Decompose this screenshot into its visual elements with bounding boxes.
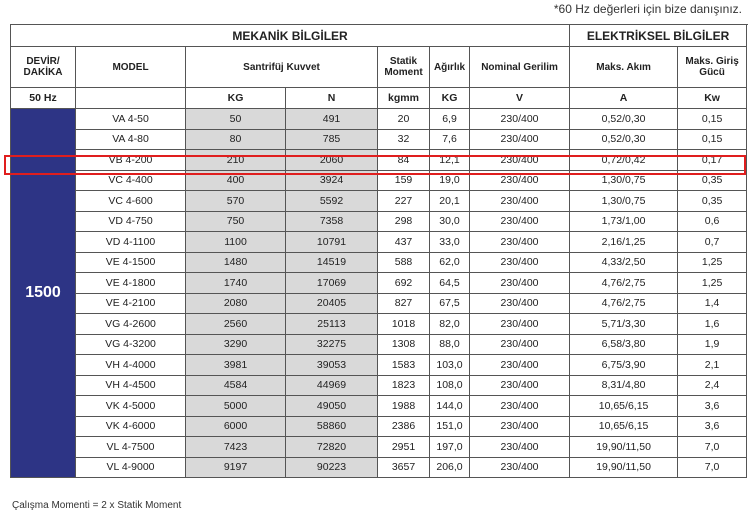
- force-kg-cell: 2560: [186, 314, 286, 335]
- voltage-header: Nominal Gerilim: [470, 47, 570, 88]
- unit-kg: KG: [186, 88, 286, 109]
- static-moment-cell: 227: [378, 191, 430, 212]
- weight-cell: 151,0: [430, 416, 470, 437]
- table-row: [11, 437, 747, 458]
- max-power-cell: 1,25: [678, 252, 747, 273]
- table-row: [11, 396, 747, 417]
- static-moment-cell: 1018: [378, 314, 430, 335]
- static-moment-cell: 692: [378, 273, 430, 294]
- table-row: [11, 211, 747, 232]
- table-row: [11, 109, 747, 130]
- force-kg-cell: 4584: [186, 375, 286, 396]
- voltage-cell: 230/400: [470, 293, 570, 314]
- table-row: [11, 416, 747, 437]
- table-row: [11, 375, 747, 396]
- model-header: MODEL: [76, 47, 186, 88]
- static-moment-cell: 1308: [378, 334, 430, 355]
- force-n-cell: 58860: [286, 416, 378, 437]
- max-power-cell: 0,6: [678, 211, 747, 232]
- max-current-cell: 5,71/3,30: [570, 314, 678, 335]
- voltage-cell: 230/400: [470, 314, 570, 335]
- unit-v: V: [470, 88, 570, 109]
- force-n-cell: 44969: [286, 375, 378, 396]
- max-power-cell: 7,0: [678, 437, 747, 458]
- force-n-cell: 49050: [286, 396, 378, 417]
- max-power-cell: 1,9: [678, 334, 747, 355]
- max-power-cell: 0,17: [678, 150, 747, 171]
- force-kg-cell: 1740: [186, 273, 286, 294]
- max-current-cell: 4,76/2,75: [570, 293, 678, 314]
- model-cell: VH 4-4000: [76, 355, 186, 376]
- force-n-cell: 20405: [286, 293, 378, 314]
- static-moment-cell: 2951: [378, 437, 430, 458]
- max-power-cell: 0,35: [678, 170, 747, 191]
- voltage-cell: 230/400: [470, 355, 570, 376]
- static-moment-cell: 2386: [378, 416, 430, 437]
- max-current-cell: 0,72/0,42: [570, 150, 678, 171]
- max-current-cell: 10,65/6,15: [570, 396, 678, 417]
- model-cell: VA 4-50: [76, 109, 186, 130]
- current-header: Maks. Akım: [570, 47, 678, 88]
- force-n-cell: 72820: [286, 437, 378, 458]
- weight-cell: 108,0: [430, 375, 470, 396]
- static-moment-cell: 827: [378, 293, 430, 314]
- table-row: [11, 273, 747, 294]
- table-row: [11, 150, 747, 171]
- max-power-cell: 7,0: [678, 457, 747, 478]
- power-header: Maks. Giriş Gücü: [678, 47, 747, 88]
- model-cell: VK 4-6000: [76, 416, 186, 437]
- model-cell: VE 4-1500: [76, 252, 186, 273]
- static-moment-cell: 1988: [378, 396, 430, 417]
- max-power-cell: 0,7: [678, 232, 747, 253]
- force-kg-cell: 9197: [186, 457, 286, 478]
- voltage-cell: 230/400: [470, 170, 570, 191]
- force-n-cell: 25113: [286, 314, 378, 335]
- force-n-cell: 14519: [286, 252, 378, 273]
- weight-cell: 88,0: [430, 334, 470, 355]
- table-row: [11, 232, 747, 253]
- model-cell: VB 4-200: [76, 150, 186, 171]
- table-row: [11, 170, 747, 191]
- max-current-cell: 6,75/3,90: [570, 355, 678, 376]
- max-current-cell: 19,90/11,50: [570, 457, 678, 478]
- weight-cell: 30,0: [430, 211, 470, 232]
- unit-a: A: [570, 88, 678, 109]
- model-cell: VK 4-5000: [76, 396, 186, 417]
- voltage-cell: 230/400: [470, 129, 570, 150]
- static-moment-cell: 159: [378, 170, 430, 191]
- weight-cell: 7,6: [430, 129, 470, 150]
- model-cell: VG 4-3200: [76, 334, 186, 355]
- static-moment-cell: 437: [378, 232, 430, 253]
- weight-cell: 103,0: [430, 355, 470, 376]
- static-moment-cell: 20: [378, 109, 430, 130]
- model-cell: VD 4-1100: [76, 232, 186, 253]
- static-moment-cell: 298: [378, 211, 430, 232]
- static-moment-cell: 3657: [378, 457, 430, 478]
- force-kg-cell: 2080: [186, 293, 286, 314]
- max-power-cell: 2,4: [678, 375, 747, 396]
- force-kg-cell: 5000: [186, 396, 286, 417]
- static-moment-cell: 1823: [378, 375, 430, 396]
- model-cell: VA 4-80: [76, 129, 186, 150]
- voltage-cell: 230/400: [470, 252, 570, 273]
- max-power-cell: 0,15: [678, 109, 747, 130]
- max-current-cell: 1,30/0,75: [570, 170, 678, 191]
- force-n-cell: 39053: [286, 355, 378, 376]
- force-n-cell: 17069: [286, 273, 378, 294]
- weight-cell: 20,1: [430, 191, 470, 212]
- weight-cell: 206,0: [430, 457, 470, 478]
- max-current-cell: 6,58/3,80: [570, 334, 678, 355]
- model-cell: VH 4-4500: [76, 375, 186, 396]
- voltage-cell: 230/400: [470, 211, 570, 232]
- force-kg-cell: 570: [186, 191, 286, 212]
- max-current-cell: 1,73/1,00: [570, 211, 678, 232]
- force-n-cell: 491: [286, 109, 378, 130]
- voltage-cell: 230/400: [470, 150, 570, 171]
- voltage-cell: 230/400: [470, 273, 570, 294]
- voltage-cell: 230/400: [470, 437, 570, 458]
- voltage-cell: 230/400: [470, 334, 570, 355]
- mechanical-section-header: MEKANİK BİLGİLER: [11, 25, 570, 47]
- model-cell: VE 4-2100: [76, 293, 186, 314]
- voltage-cell: 230/400: [470, 191, 570, 212]
- rpm-cell: 1500: [11, 109, 76, 478]
- max-current-cell: 4,33/2,50: [570, 252, 678, 273]
- weight-cell: 144,0: [430, 396, 470, 417]
- force-kg-cell: 3290: [186, 334, 286, 355]
- max-current-cell: 2,16/1,25: [570, 232, 678, 253]
- weight-cell: 64,5: [430, 273, 470, 294]
- force-kg-cell: 80: [186, 129, 286, 150]
- model-cell: VC 4-400: [76, 170, 186, 191]
- max-current-cell: 4,76/2,75: [570, 273, 678, 294]
- force-kg-cell: 400: [186, 170, 286, 191]
- force-kg-cell: 50: [186, 109, 286, 130]
- weight-cell: 33,0: [430, 232, 470, 253]
- weight-cell: 197,0: [430, 437, 470, 458]
- voltage-cell: 230/400: [470, 109, 570, 130]
- table-row: [11, 457, 747, 478]
- voltage-cell: 230/400: [470, 457, 570, 478]
- weight-cell: 62,0: [430, 252, 470, 273]
- model-cell: VG 4-2600: [76, 314, 186, 335]
- weight-cell: 6,9: [430, 109, 470, 130]
- max-current-cell: 1,30/0,75: [570, 191, 678, 212]
- force-kg-cell: 6000: [186, 416, 286, 437]
- weight-header: Ağırlık: [430, 47, 470, 88]
- max-current-cell: 10,65/6,15: [570, 416, 678, 437]
- unit-kw: Kw: [678, 88, 747, 109]
- max-power-cell: 3,6: [678, 416, 747, 437]
- force-n-cell: 3924: [286, 170, 378, 191]
- force-n-cell: 10791: [286, 232, 378, 253]
- force-n-cell: 5592: [286, 191, 378, 212]
- weight-cell: 82,0: [430, 314, 470, 335]
- max-power-cell: 1,25: [678, 273, 747, 294]
- unit-freq: 50 Hz: [11, 88, 76, 109]
- table-row: [11, 355, 747, 376]
- force-kg-cell: 1480: [186, 252, 286, 273]
- force-kg-cell: 7423: [186, 437, 286, 458]
- force-n-cell: 32275: [286, 334, 378, 355]
- max-power-cell: 1,4: [678, 293, 747, 314]
- static-header: Statik Moment: [378, 47, 430, 88]
- max-current-cell: 0,52/0,30: [570, 109, 678, 130]
- force-kg-cell: 750: [186, 211, 286, 232]
- max-power-cell: 2,1: [678, 355, 747, 376]
- voltage-cell: 230/400: [470, 232, 570, 253]
- unit-kgmm: kgmm: [378, 88, 430, 109]
- static-moment-cell: 32: [378, 129, 430, 150]
- unit-n: N: [286, 88, 378, 109]
- max-current-cell: 19,90/11,50: [570, 437, 678, 458]
- model-cell: VL 4-7500: [76, 437, 186, 458]
- static-moment-cell: 588: [378, 252, 430, 273]
- voltage-cell: 230/400: [470, 396, 570, 417]
- table-row: [11, 334, 747, 355]
- static-moment-cell: 84: [378, 150, 430, 171]
- force-kg-cell: 3981: [186, 355, 286, 376]
- force-header: Santrifüj Kuvvet: [186, 47, 378, 88]
- model-cell: VE 4-1800: [76, 273, 186, 294]
- devir-header: DEVİR/ DAKİKA: [11, 47, 76, 88]
- max-current-cell: 8,31/4,80: [570, 375, 678, 396]
- force-n-cell: 785: [286, 129, 378, 150]
- unit-blank: [76, 88, 186, 109]
- force-kg-cell: 210: [186, 150, 286, 171]
- max-power-cell: 1,6: [678, 314, 747, 335]
- voltage-cell: 230/400: [470, 416, 570, 437]
- table-row: [11, 252, 747, 273]
- weight-cell: 12,1: [430, 150, 470, 171]
- max-power-cell: 0,15: [678, 129, 747, 150]
- weight-cell: 67,5: [430, 293, 470, 314]
- max-power-cell: 3,6: [678, 396, 747, 417]
- spec-table: [10, 24, 747, 478]
- force-n-cell: 90223: [286, 457, 378, 478]
- table-row: [11, 191, 747, 212]
- max-current-cell: 0,52/0,30: [570, 129, 678, 150]
- note-60hz: *60 Hz değerleri için bize danışınız.: [553, 2, 742, 16]
- unit-weight: KG: [430, 88, 470, 109]
- table-row: [11, 129, 747, 150]
- force-n-cell: 7358: [286, 211, 378, 232]
- model-cell: VD 4-750: [76, 211, 186, 232]
- force-n-cell: 2060: [286, 150, 378, 171]
- weight-cell: 19,0: [430, 170, 470, 191]
- electrical-section-header: ELEKTRİKSEL BİLGİLER: [570, 25, 747, 47]
- voltage-cell: 230/400: [470, 375, 570, 396]
- model-cell: VC 4-600: [76, 191, 186, 212]
- table-row: [11, 293, 747, 314]
- max-power-cell: 0,35: [678, 191, 747, 212]
- static-moment-cell: 1583: [378, 355, 430, 376]
- model-cell: VL 4-9000: [76, 457, 186, 478]
- footer-note: Çalışma Momenti = 2 x Statik Moment: [12, 500, 182, 511]
- force-kg-cell: 1100: [186, 232, 286, 253]
- table-row: [11, 314, 747, 335]
